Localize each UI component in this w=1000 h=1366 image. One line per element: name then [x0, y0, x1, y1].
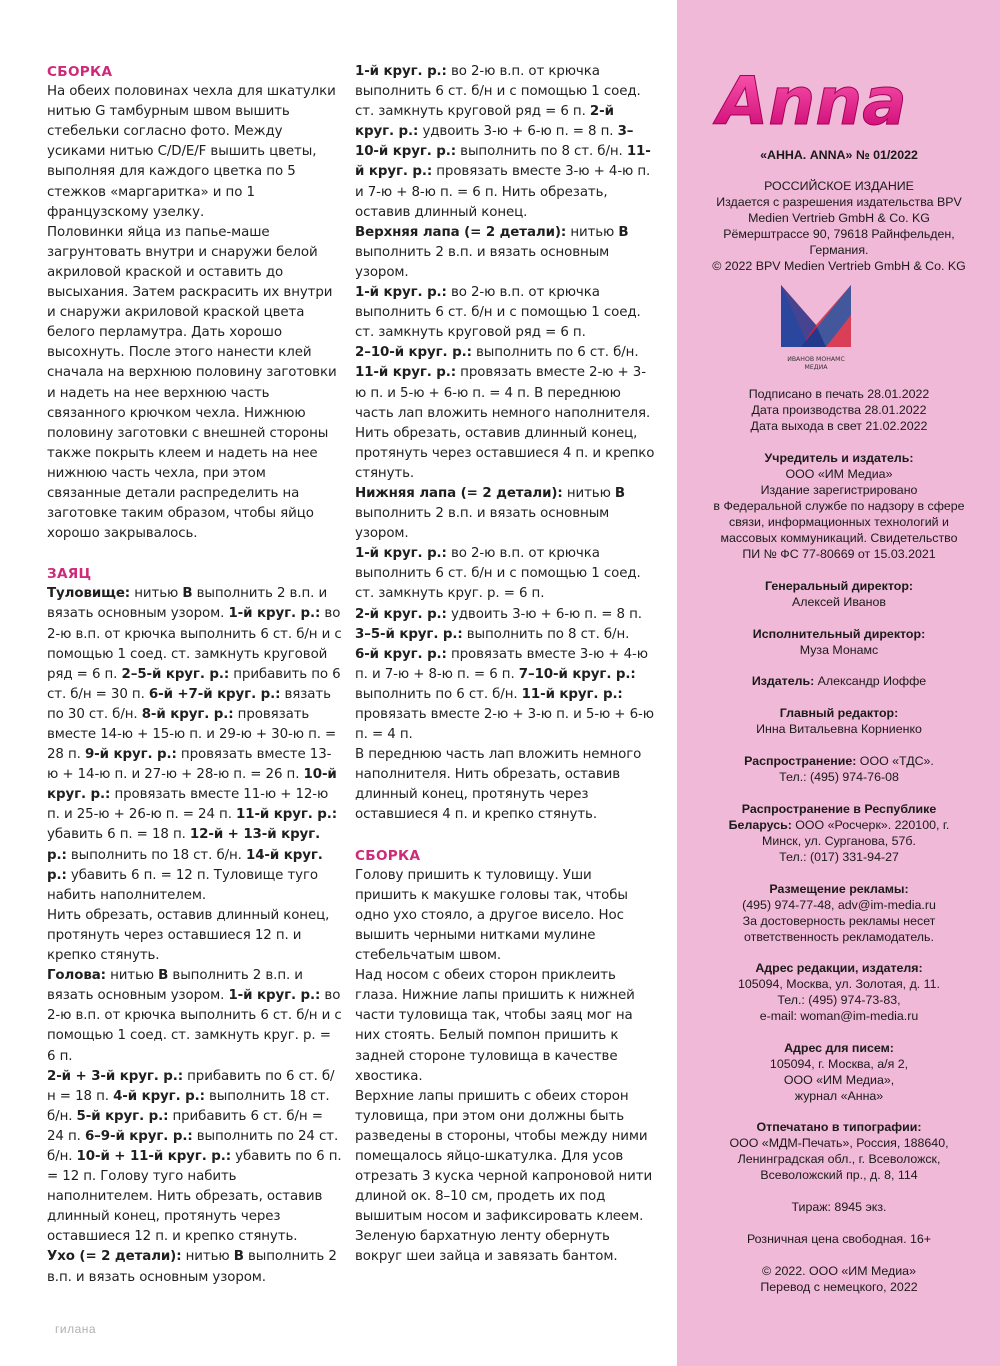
issue-line: «АННА. ANNA» № 01/2022 [760, 148, 918, 162]
distribution-block: Распространение: ООО «ТДС». Тел.: (495) 974-76-08 [744, 754, 934, 784]
paragraph: Голову пришить к туловищу. Уши пришить к макушке головы так, чтобы одно ухо стояло, а другое висело. Нос вышить черными нитками мулине стебельчатым швом. [355, 867, 628, 964]
paragraph-ear: Ухо (= 2 детали): нитью B выполнить 2 в.п. и вязать основным узором. [47, 1249, 337, 1285]
footer-watermark: гилана [55, 1322, 97, 1336]
paragraph-ear-rounds: 1-й круг. р.: во 2-ю в.п. от крючка выполнить 6 ст. б/н и с помощью 1 соед. ст. замкнуть круговой ряд = 6 п. 2-й круг. р.: удвоить 3-ю + 6-ю п. = 8 п. 3–10-й круг. р.: выполнить по 8 ст. б/н. 11-й круг. р.: провязать вместе 3-ю + 4-ю п. и 7-ю + 8-ю п. = 6 п. Нить обрезать, оставив длинный конец. [355, 64, 651, 220]
paragraph-upper-paw: Верхняя лапа (= 2 детали): нитью B выполнить 2 в.п. и вязать основным узором. [355, 224, 629, 280]
paragraph-head-2: 2-й + 3-й круг. р.: прибавить по 6 ст. б/н = 18 п. 4-й круг. р.: выполнить 18 ст. б/н. 5-й круг. р.: прибавить 6 ст. б/н = 24 п. 6–9-й круг. р.: выполнить по 24 ст. б/н. 10-й + 11-й круг. р.: убавить по 6 п. = 12 п. Голову туго набить наполнителем. Нить обрезать, оставив длинный конец, протянуть через оставшиеся 12 п. и крепко стянуть. [47, 1068, 342, 1245]
executive-director-block: Исполнительный директор: Муза Монамс [752, 627, 926, 657]
paragraph: 3–5-й круг. р.: выполнить по 8 ст. б/н. [355, 626, 630, 642]
paragraph: На обеих половинах чехла для шкатулки нитью G тамбурным швом вышить стебельки согласно фото. Между усиками нитью C/D/E/F вышить цветы, выполняя для каждого цветка по 5 стежков «маргаритка» и по 1 французскому узелку. [47, 84, 336, 220]
paragraph: Верхние лапы пришить с обеих сторон туловища, при этом они должны быть разведены в стороны, чтобы между ними помещалось яйцо-шкатулка. Для усов отрезать 3 куска черной капроновой нити длиной ок. 8–10 см, продеть их под вышитым носом и зафиксировать клеем. [355, 1088, 653, 1225]
paragraph-body: Туловище: нитью B выполнить 2 в.п. и вязать основным узором. 1-й круг. р.: во 2-ю в.п. от крючка выполнить 6 ст. б/н и с помощью 1 соед. ст. замкнуть круговой ряд = 6 п. 2–5-й круг. р.: прибавить по 6 ст. б/н = 30 п. 6-й +7-й круг. р.: вязать по 30 ст. б/н. 8-й круг. р.: провязать вместе 14-ю + 15-ю п. и 29-ю + 30-ю п. = 28 п. 9-й круг. р.: провязать вместе 13-ю + 14-ю п. и 27-ю + 28-ю п. = 26 п. 10-й круг. р.: провязать вместе 11-ю + 12-ю п. и 25-ю + 26-ю п. = 24 п. 11-й круг. р.: убавить 6 п. = 18 п. 12-й + 13-й круг. р.: выполнить по 18 ст. б/н. 14-й круг. р.: убавить 6 п. = 12 п. Туловище туго набить наполнителем. [47, 586, 342, 903]
left-column [47, 62, 342, 1288]
paragraph: Зеленую бархатную ленту обернуть вокруг шеи зайца и завязать бантом. [355, 1229, 618, 1265]
paragraph: Половинки яйца из папье-маше загрунтовать внутри и снаружи белой акриловой краской и оставить до высыхания. Затем раскрасить их внутри и снаружи акриловой краской цвета белого перламутра. Дать хорошо высохнуть. После этого нанести клей сначала на верхнюю половину заготовки и надеть на нее верхнюю часть связанного крючком чехла. Нижнюю половину заготовки с внешней стороны также покрыть клеем и надеть на нее нижнюю часть чехла, при этом связанные детали распределить на заготовке таким образом, чтобы яйцо хорошо закрывалось. [47, 224, 337, 542]
paragraph: Нить обрезать, оставив длинный конец, протянуть через оставшиеся 12 п. и крепко стянуть. [47, 907, 330, 964]
svg-text:ИВАНОВ МОНАМС: ИВАНОВ МОНАМС [787, 356, 845, 363]
svg-text:МЕДИА: МЕДИА [804, 364, 828, 371]
mail-address-block: Адрес для писем: 105094, г. Москва, а/я 2, ООО «ИМ Медиа», журнал «Анна» [769, 1041, 909, 1103]
paragraph: 6-й круг. р.: провязать вместе 3-ю + 4-ю п. и 7-ю + 8-ю п. = 6 п. 7–10-й круг. р.: выполнить по 6 ст. б/н. 11-й круг. р.: провязать вместе 2-ю + 3-ю п. и 5-ю + 6-ю п. = 4 п. [355, 646, 654, 743]
middle-column [355, 62, 655, 1268]
anna-logo [707, 66, 917, 136]
paragraph: Над носом с обеих сторон приклеить глаза. Нижние лапы пришить к нижней части туловища так, чтобы заяц мог на них стоять. Белый помпон пришить к задней стороне туловища в качестве хвостика. [355, 968, 635, 1084]
belarus-distribution-block: Распространение в Республике Беларусь: ООО «Росчерк». 220100, г. Минск, ул. Сурганова, 57б. Тел.: (017) 331-94-27 [728, 802, 950, 864]
edition-block: РОССИЙСКОЕ ИЗДАНИЕ Издается с разрешения издательства BPV Medien Vertrieb GmbH & Co. KG Рёмерштрассе 90, 79618 Райнфельден, Германия. © 2022 BPV Medien Vertrieb GmbH & Co. KG [712, 179, 966, 273]
paragraph: 2-й круг. р.: удвоить 3-ю + 6-ю п. = 8 п. [355, 606, 642, 622]
chief-editor-block: Главный редактор: Инна Витальевна Корниенко [756, 706, 922, 736]
section-heading-sborka-2: СБОРКА [355, 847, 421, 864]
paragraph: 2–10-й круг. р.: выполнить по 6 ст. б/н. 11-й круг. р.: провязать вместе 2-ю + 3-ю п. и 5-ю + 6-ю п. = 4 п. В переднюю часть лап вложить немного наполнителя. Нить обрезать, оставив длинный конец, протянуть через оставшиеся 4 п. и крепко стянуть. [355, 345, 655, 481]
paragraph: 1-й круг. р.: во 2-ю в.п. от крючка выполнить 6 ст. б/н и с помощью 1 соед. ст. замкнуть круговой ряд = 6 п. [355, 285, 641, 341]
paragraph: В переднюю часть лап вложить немного наполнителя. Нить обрезать, оставив длинный конец, протянуть через оставшиеся 4 п. и крепко стянуть. [355, 747, 642, 823]
imprint-sidebar [677, 0, 1000, 1366]
publisher-block: Издатель: Александр Иоффе [751, 674, 927, 688]
editorial-address-block: Адрес редакции, издателя: 105094, Москва, ул. Золотая, д. 11. Тел.: (495) 974-73-83, e-mail: woman@im-media.ru [738, 961, 940, 1023]
advertising-block: Размещение рекламы: (495) 974-77-48, adv@im-media.ru За достоверность рекламы несет ответственность рекламодатель. [742, 882, 936, 944]
circulation: Тираж: 8945 экз. [791, 1200, 887, 1214]
general-director-block: Генеральный директор: Алексей Иванов [764, 579, 914, 609]
paragraph-head: Голова: нитью B выполнить 2 в.п. и вязать основным узором. 1-й круг. р.: во 2-ю в.п. от крючка выполнить 6 ст. б/н и с помощью 1 соед. ст. замкнуть круг. р. = 6 п. [47, 968, 342, 1064]
section-heading-sborka: СБОРКА [47, 64, 113, 80]
paragraph: 1-й круг. р.: во 2-ю в.п. от крючка выполнить 6 ст. б/н и с помощью 1 соед. ст. замкнуть круг. р. = 6 п. [355, 546, 641, 602]
founder-block: Учредитель и издатель: ООО «ИМ Медиа» Издание зарегистрировано в Федеральной службе по надзору в сфере связи, информационных технологий и массовых коммуникаций. Свидетельство ПИ № ФС 77-80669 от 15.03.2021 [713, 451, 965, 561]
dates-block: Подписано в печать 28.01.2022 Дата производства 28.01.2022 Дата выхода в свет 21.02.2022 [748, 387, 930, 433]
copyright-block: © 2022. ООО «ИМ Медиа» Перевод с немецкого, 2022 [760, 1264, 918, 1294]
printing-block: Отпечатано в типографии: ООО «МДМ-Печать», Россия, 188640, Ленинградская обл., г. Всеволожск, Всеволожский пр., д. 8, 114 [729, 1120, 949, 1182]
price-line: Розничная цена свободная. 16+ [746, 1232, 932, 1246]
section-heading-zayac: ЗАЯЦ [47, 566, 92, 583]
publisher-logo [781, 285, 851, 375]
svg-text:Anna: Anna [717, 66, 907, 136]
paragraph-lower-paw: Нижняя лапа (= 2 детали): нитью B выполнить 2 в.п. и вязать основным узором. [355, 485, 626, 542]
